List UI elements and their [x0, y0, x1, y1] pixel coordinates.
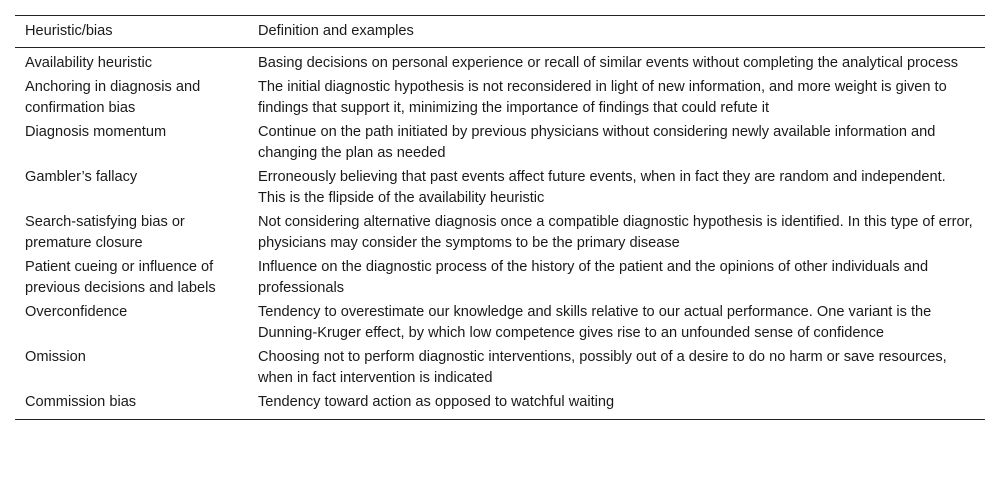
heuristics-table-container [15, 15, 985, 420]
heuristics-table [15, 15, 985, 420]
term-cell: Anchoring in diagnosis and confirmation bias [25, 79, 201, 116]
term-cell: Diagnosis momentum [25, 124, 167, 140]
definition-cell: Tendency to overestimate our knowledge and skills relative to our actual performance. One variant is the Dunning-Kruger effect, by which low competence gives rise to an unfounded sense of confidence [258, 304, 932, 341]
table-row [15, 120, 985, 165]
definition-cell: Erroneously believing that past events affect future events, when in fact they are random and independent. This is the flipside of the availability heuristic [258, 169, 946, 206]
table-body [15, 48, 985, 420]
table-row [15, 75, 985, 120]
definition-cell: Continue on the path initiated by previous physicians without considering newly available information and changing the plan as needed [258, 124, 936, 161]
table-row [15, 345, 985, 390]
term-cell: Gambler’s fallacy [25, 169, 138, 185]
term-cell: Overconfidence [25, 304, 128, 320]
header-definition-examples: Definition and examples [258, 23, 414, 39]
header-row [15, 16, 985, 48]
definition-cell: Influence on the diagnostic process of the history of the patient and the opinions of other individuals and professionals [258, 259, 929, 296]
term-cell: Patient cueing or influence of previous decisions and labels [25, 259, 216, 296]
definition-cell: Tendency toward action as opposed to watchful waiting [258, 394, 615, 410]
definition-cell: Basing decisions on personal experience or recall of similar events without completing the analytical process [258, 55, 959, 71]
table-header [15, 16, 985, 48]
term-cell: Omission [25, 349, 86, 365]
term-cell: Search-satisfying bias or premature closure [25, 214, 185, 251]
definition-cell: Not considering alternative diagnosis once a compatible diagnostic hypothesis is identified. In this type of error, physicians may consider the symptoms to be the primary disease [258, 214, 973, 251]
table-row [15, 300, 985, 345]
table-row [15, 165, 985, 210]
definition-cell: Choosing not to perform diagnostic interventions, possibly out of a desire to do no harm or save resources, when in fact intervention is indicated [258, 349, 947, 386]
term-cell: Availability heuristic [25, 55, 153, 71]
definition-cell: The initial diagnostic hypothesis is not reconsidered in light of new information, and more weight is given to findings that support it, minimizing the importance of findings that could refute it [258, 79, 947, 116]
header-heuristic-bias: Heuristic/bias [25, 23, 113, 39]
table-row [15, 210, 985, 255]
table-row [15, 255, 985, 300]
table-row [15, 390, 985, 420]
term-cell: Commission bias [25, 394, 137, 410]
table-row [15, 48, 985, 76]
